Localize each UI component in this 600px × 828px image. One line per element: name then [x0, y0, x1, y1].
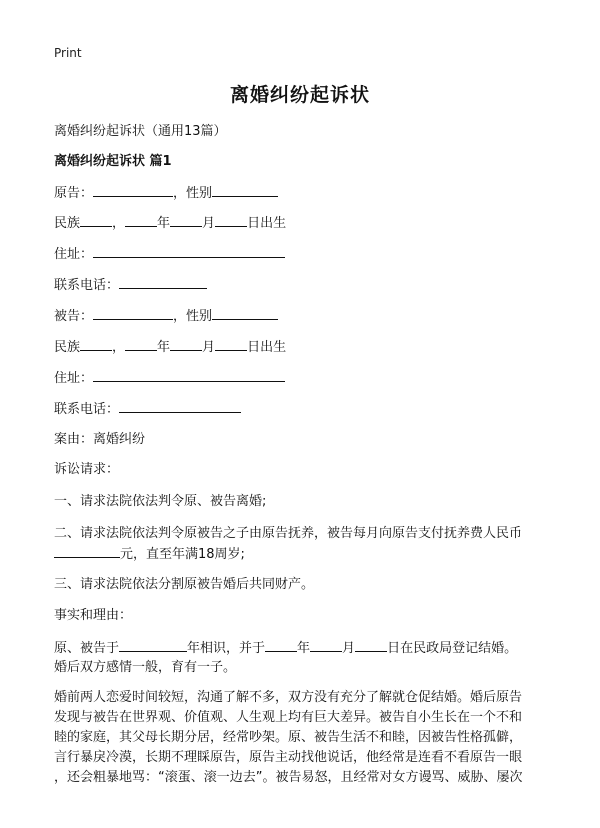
facts-text: 月 [342, 641, 356, 656]
defendant-phone-blank[interactable] [119, 399, 241, 413]
page-title: 离婚纠纷起诉状 [229, 84, 370, 106]
print-link[interactable]: Print [54, 46, 82, 60]
support-amount-blank[interactable] [54, 544, 120, 558]
defendant-address-label: 住址： [54, 371, 94, 386]
met-year-blank[interactable] [119, 638, 187, 652]
plaintiff-gender-blank[interactable] [212, 183, 278, 197]
plaintiff-address-label: 住址： [54, 247, 94, 262]
plaintiff-name-label: 原告： [54, 186, 94, 201]
facts-paragraph-1-line-2: 婚后双方感情一般，育有一子。 [54, 660, 237, 675]
document-subtitle: 离婚纠纷起诉状（通用13篇） [54, 124, 227, 139]
plaintiff-phone-label: 联系电话： [54, 278, 120, 293]
plaintiff-year-blank[interactable] [125, 213, 157, 227]
facts-text: 原、被告于 [54, 641, 120, 656]
plaintiff-day-blank[interactable] [215, 213, 247, 227]
marriage-month-blank[interactable] [310, 638, 342, 652]
facts-line: 婚前两人恋爱时间较短，沟通了解不多，双方没有充分了解就仓促结婚。婚后原告 [54, 690, 523, 705]
claim-2-line-1: 二、请求法院依法判令原被告之子由原告抚养，被告每月向原告支付抚养费人民币 [54, 526, 523, 541]
defendant-gender-blank[interactable] [212, 306, 278, 320]
cause-of-action: 案由：离婚纠纷 [54, 432, 146, 447]
claim-3: 三、请求法院依法分割原被告婚后共同财产。 [54, 577, 315, 592]
claim-2-line-2 [54, 544, 245, 565]
plaintiff-ethnicity-blank[interactable] [80, 213, 112, 227]
facts-line: ，还会粗暴地骂：“滚蛋、滚一边去”。被告易怒，且经常对女方谩骂、威胁、屡次 [54, 770, 523, 785]
facts-paragraph-2 [54, 688, 550, 788]
plaintiff-ethnicity-label: 民族 [54, 216, 81, 231]
defendant-address-row [54, 368, 285, 389]
plaintiff-name-row [54, 183, 278, 204]
month-label: 月 [202, 340, 216, 355]
defendant-address-blank[interactable] [93, 368, 285, 382]
facts-line: 睦的家庭，其父母长期分居，经常吵架。原、被告生活不和睦，因被告性格孤僻， [54, 730, 523, 745]
defendant-phone-label: 联系电话： [54, 402, 120, 417]
facts-heading: 事实和理由： [54, 608, 133, 623]
comma: ， [112, 216, 126, 231]
plaintiff-birth-row [54, 213, 286, 234]
defendant-gender-label: ，性别 [173, 309, 213, 324]
plaintiff-name-blank[interactable] [93, 183, 173, 197]
defendant-year-blank[interactable] [125, 337, 157, 351]
defendant-ethnicity-label: 民族 [54, 340, 81, 355]
plaintiff-address-blank[interactable] [93, 244, 285, 258]
claim-1: 一、请求法院依法判令原、被告离婚; [54, 494, 267, 509]
section-heading: 离婚纠纷起诉状 篇1 [54, 154, 172, 169]
defendant-phone-row [54, 399, 241, 420]
year-label: 年 [157, 216, 171, 231]
plaintiff-phone-blank[interactable] [119, 275, 207, 289]
defendant-ethnicity-blank[interactable] [80, 337, 112, 351]
defendant-day-blank[interactable] [215, 337, 247, 351]
plaintiff-month-blank[interactable] [170, 213, 202, 227]
facts-line: 发现与被告在世界观、价值观、人生观上均有巨大差异。被告自小生长在一个不和 [54, 710, 523, 725]
born-label: 日出生 [247, 340, 287, 355]
defendant-name-label: 被告： [54, 309, 94, 324]
facts-paragraph-1-line-1 [54, 638, 517, 659]
month-label: 月 [202, 216, 216, 231]
born-label: 日出生 [247, 216, 287, 231]
defendant-month-blank[interactable] [170, 337, 202, 351]
year-label: 年 [157, 340, 171, 355]
facts-text: 年 [297, 641, 311, 656]
facts-line: 言行暴戾冷漠，长期不理睬原告，原告主动找他说话，他经常是连看不看原告一眼 [54, 750, 523, 765]
comma: ， [112, 340, 126, 355]
claim-2-suffix: 元，直至年满18周岁; [120, 547, 245, 562]
marriage-day-blank[interactable] [355, 638, 387, 652]
defendant-birth-row [54, 337, 286, 358]
claims-heading: 诉讼请求： [54, 462, 120, 477]
facts-text: 年相识，并于 [187, 641, 266, 656]
facts-text: 日在民政局登记结婚。 [387, 641, 518, 656]
defendant-name-row [54, 306, 278, 327]
plaintiff-phone-row [54, 275, 207, 296]
plaintiff-address-row [54, 244, 285, 265]
marriage-year-blank[interactable] [265, 638, 297, 652]
defendant-name-blank[interactable] [93, 306, 173, 320]
plaintiff-gender-label: ，性别 [173, 186, 213, 201]
